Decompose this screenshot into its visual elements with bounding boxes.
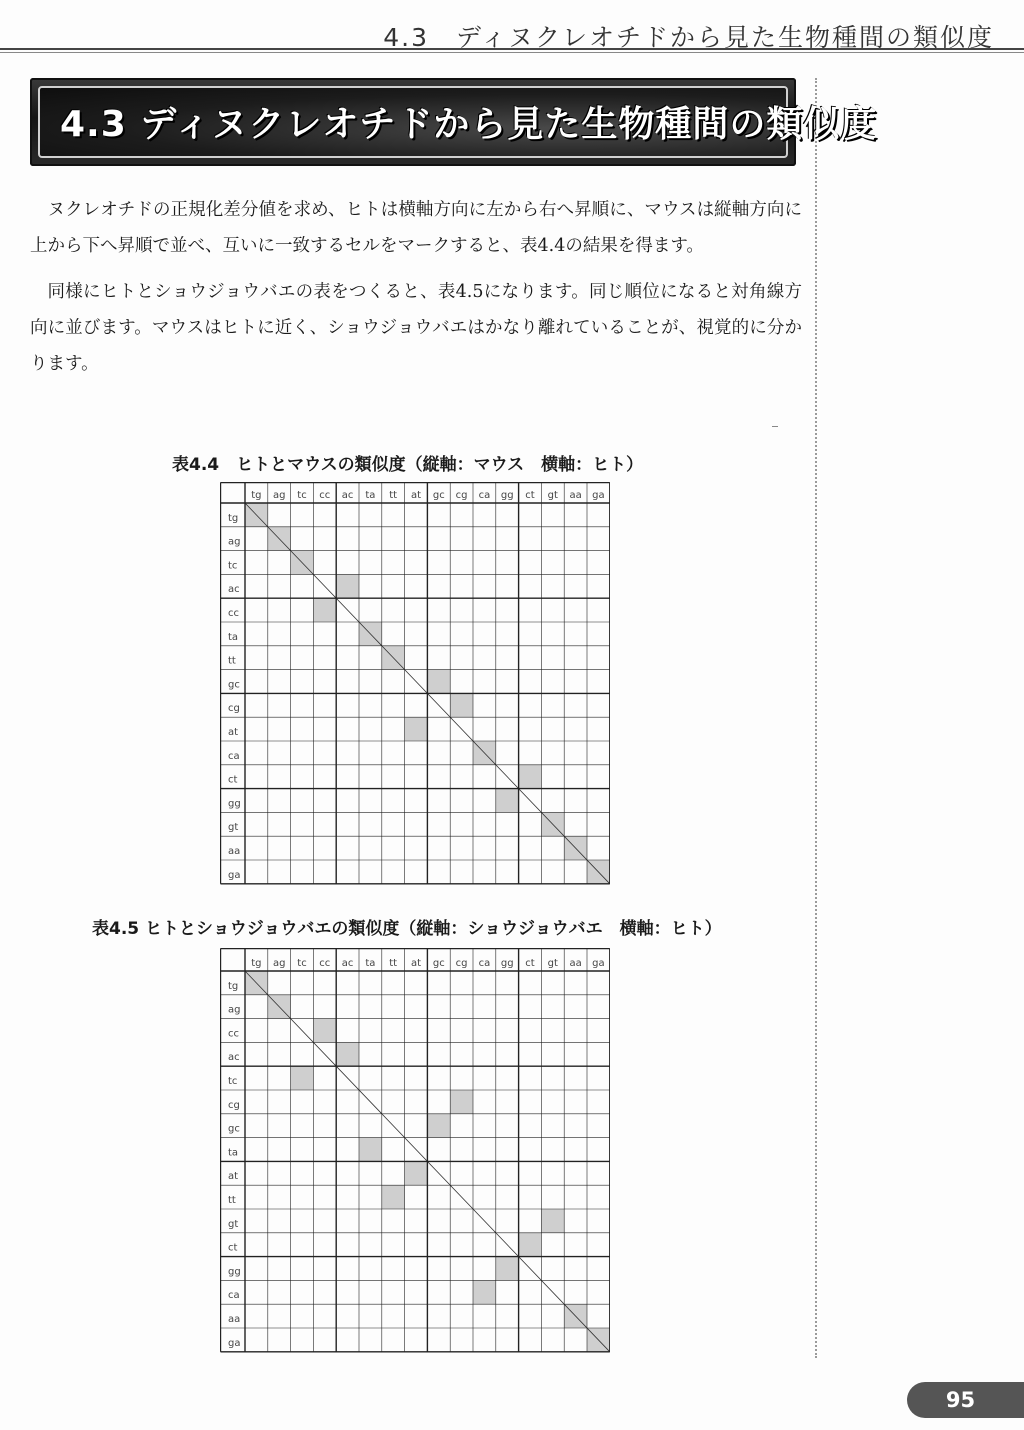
page-number: 95 (945, 1388, 976, 1412)
match-cell (291, 1066, 314, 1090)
column-label: gg (500, 958, 514, 969)
scan-speck (772, 426, 778, 427)
column-label: gt (547, 958, 558, 969)
column-label: cc (319, 490, 331, 501)
row-label: tt (228, 655, 236, 667)
page-number-tab (907, 1382, 1024, 1418)
row-label: cc (228, 1028, 239, 1040)
row-label: tc (228, 560, 238, 572)
column-label: tg (251, 958, 262, 969)
table-4-5-similarity-grid (220, 948, 610, 1354)
match-cell (519, 765, 542, 789)
row-label: ag (228, 1004, 241, 1016)
row-label: gc (228, 1123, 240, 1135)
match-cell (405, 1161, 428, 1185)
column-label: tc (297, 958, 307, 969)
column-label: ct (525, 490, 535, 501)
row-label: ca (228, 1290, 240, 1302)
running-header-title: 4.3 ディヌクレオチドから見た生物種間の類似度 (383, 23, 994, 52)
row-label: ac (228, 584, 240, 596)
column-label: ta (365, 490, 376, 501)
match-cell (427, 1114, 450, 1138)
section-title: 4.3 ディヌクレオチドから見た生物種間の類似度 (60, 104, 878, 145)
column-label: aa (569, 958, 582, 969)
row-label: ag (228, 536, 241, 548)
row-label: ac (228, 1052, 240, 1064)
table-4-4-caption: 表4.4 ヒトとマウスの類似度（縦軸：マウス 横軸：ヒト） (172, 455, 644, 475)
column-label: ag (272, 958, 286, 969)
row-label: ct (228, 1242, 238, 1254)
column-label: ac (341, 958, 354, 969)
match-cell (313, 1019, 336, 1043)
row-label: at (228, 1171, 239, 1183)
header-rule-thin (0, 52, 1024, 53)
body-text (30, 192, 802, 392)
column-label: tg (251, 490, 262, 501)
column-label: gc (432, 490, 445, 501)
row-label: gc (228, 679, 240, 691)
paragraph-1: ヌクレオチドの正規化差分値を求め、ヒトは横軸方向に左から右へ昇順に、マウスは縦軸方向に上から下へ昇順で並べ、互いに一致するセルをマークすると、表4.4の結果を得ます。 (30, 200, 802, 256)
match-cell (382, 1185, 405, 1209)
row-label: gg (228, 798, 241, 810)
match-cell (496, 789, 519, 813)
match-cell (336, 1042, 359, 1066)
match-cell (473, 1280, 496, 1304)
column-label: gg (500, 490, 514, 501)
column-label: cc (319, 958, 331, 969)
row-label: tt (228, 1195, 236, 1206)
column-label: gc (432, 958, 445, 969)
margin-dotted-line (815, 78, 817, 1358)
match-cell (496, 1257, 519, 1281)
row-label: ct (228, 774, 238, 786)
row-label: tc (228, 1076, 238, 1087)
match-cell (541, 1209, 564, 1233)
row-label: tg (228, 512, 239, 524)
match-cell (519, 1233, 542, 1257)
row-label: ca (228, 750, 240, 762)
column-label: tt (389, 958, 398, 969)
column-label: at (410, 958, 422, 969)
row-label: aa (228, 1314, 241, 1325)
column-label: aa (569, 490, 582, 501)
match-cell (427, 670, 450, 694)
column-label: cg (455, 490, 468, 501)
column-label: ag (272, 490, 286, 501)
row-label: at (228, 727, 239, 738)
column-label: cg (455, 958, 468, 969)
row-label: cg (228, 703, 240, 715)
column-label: tc (297, 490, 307, 501)
header-rule (0, 48, 1024, 50)
column-label: ca (478, 490, 491, 501)
row-label: cg (228, 1099, 240, 1111)
column-label: ta (365, 958, 376, 969)
row-label: cc (228, 608, 239, 619)
row-label: ga (228, 1337, 241, 1349)
paragraph-2: 同様にヒトとショウジョウバエの表をつくると、表4.5になります。同じ順位になると対角線方向に並びます。マウスはヒトに近く、ショウジョウバエはかなり離れていることが、視覚的に分かります。 (30, 282, 802, 374)
column-label: ac (341, 490, 354, 501)
column-label: at (410, 490, 422, 501)
row-label: gg (228, 1266, 241, 1278)
column-label: ca (478, 958, 491, 969)
column-label: tt (389, 490, 398, 501)
match-cell (336, 574, 359, 598)
column-label: ga (592, 490, 605, 501)
column-label: ct (525, 958, 535, 969)
row-label: ta (228, 631, 239, 643)
row-label: gt (228, 822, 239, 834)
row-label: aa (228, 846, 241, 857)
row-label: ta (228, 1147, 239, 1159)
row-label: tg (228, 980, 239, 992)
table-4-5-caption: 表4.5 ヒトとショウジョウバエの類似度（縦軸：ショウジョウバエ 横軸：ヒト） (92, 919, 722, 939)
match-cell (450, 693, 473, 717)
section-title-banner (30, 78, 878, 166)
match-cell (313, 598, 336, 622)
row-label: gt (228, 1218, 239, 1230)
match-cell (405, 717, 428, 741)
row-label: ga (228, 869, 241, 881)
column-label: gt (547, 490, 558, 501)
column-label: ga (592, 958, 605, 969)
table-4-4-similarity-grid (220, 482, 610, 886)
match-cell (359, 1138, 382, 1162)
match-cell (450, 1090, 473, 1114)
